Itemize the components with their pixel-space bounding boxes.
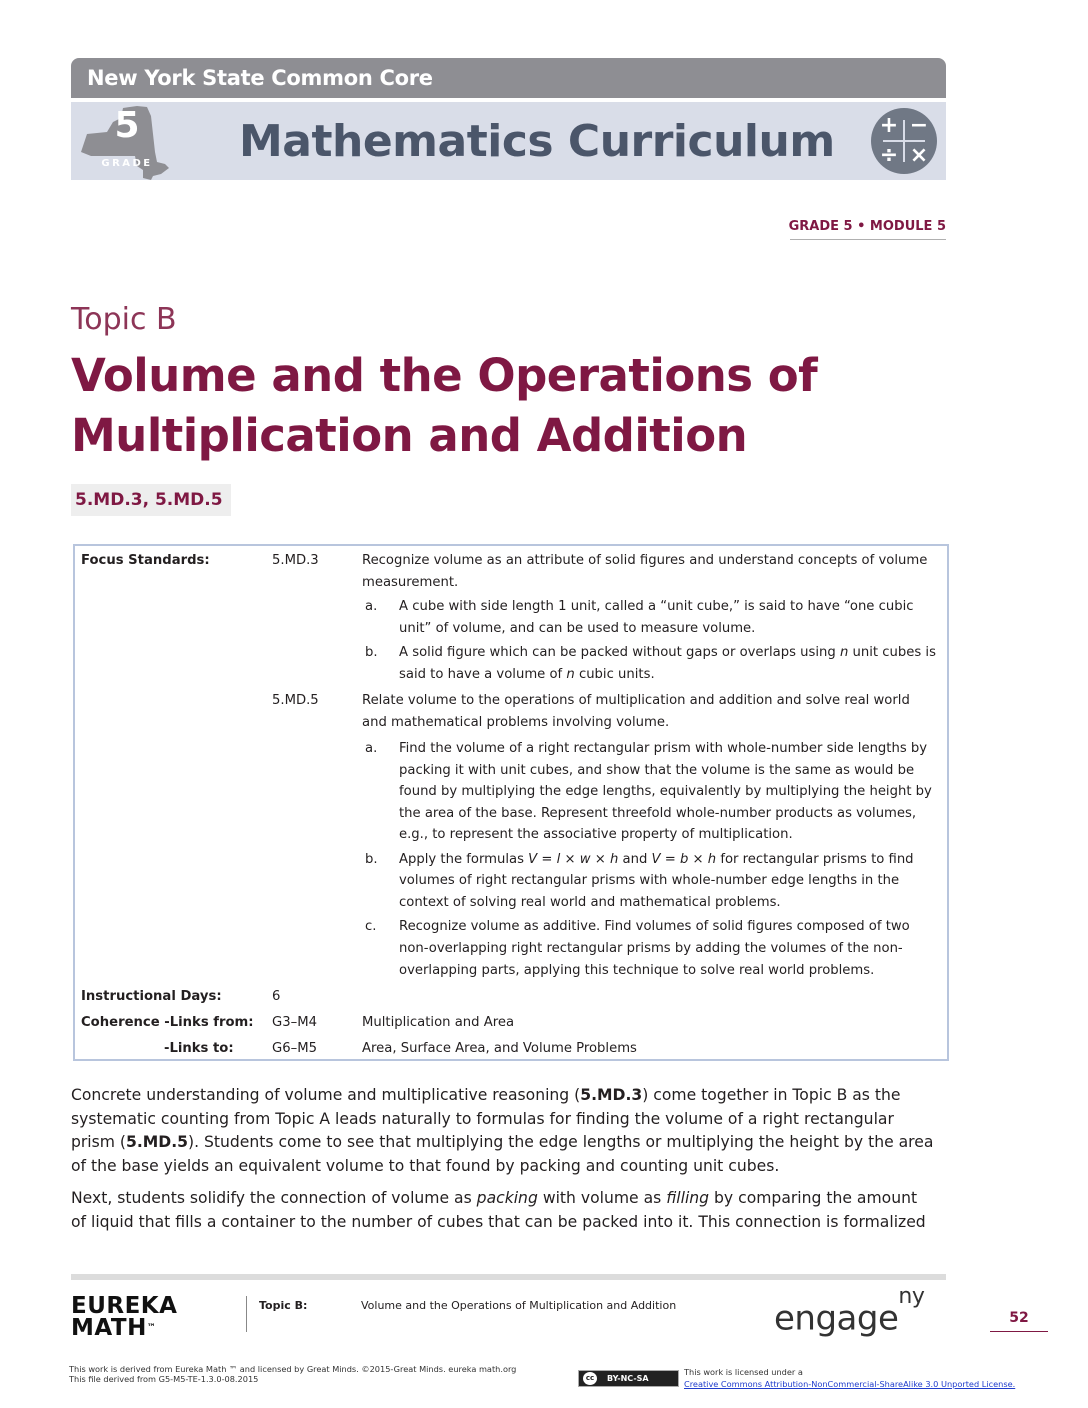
standard-text: and mathematical problems involving volume. xyxy=(362,715,670,730)
paragraph-line: prism (5.MD.5). Students come to see that multiplying the edge lengths or multiplying the height by the area xyxy=(71,1133,934,1151)
grade-number: 5 xyxy=(114,105,140,146)
paragraph-line: of liquid that fills a container to the number of cubes that can be packed into it. This connection is formalized xyxy=(71,1212,926,1231)
minus-icon: − xyxy=(909,113,929,138)
list-item-text: non-overlapping right rectangular prisms by adding the volumes of the non- xyxy=(399,941,903,956)
list-item-text: Apply the formulas V = l × w × h and V = b × h for rectangular prisms to find xyxy=(399,852,914,867)
engageny-logo: engage$^{ny}$ xyxy=(774,1284,925,1339)
list-letter: a. xyxy=(365,599,378,614)
list-item-text: volumes of right rectangular prisms with whole-number edge lengths in the xyxy=(399,873,900,888)
links-to-code: G6–M5 xyxy=(272,1041,317,1056)
standard-text: Recognize volume as an attribute of solid figures and understand concepts of volume xyxy=(362,553,928,568)
topic-title-line-1: Volume and the Operations of xyxy=(71,349,818,402)
page-number: 52 xyxy=(1009,1310,1029,1326)
body-paragraph xyxy=(71,1187,951,1234)
coherence-links-from-label: Coherence -Links from: xyxy=(81,1015,254,1030)
plus-icon: + xyxy=(879,113,899,138)
divide-icon: ÷ xyxy=(879,143,899,168)
paragraph-line: of the base yields an equivalent volume to that found by packing and counting unit cubes. xyxy=(71,1156,780,1175)
times-icon: × xyxy=(909,143,929,168)
list-item-text: unit” of volume, and can be used to measure volume. xyxy=(399,621,756,636)
math-operations-icon xyxy=(871,108,937,174)
standard-text: Relate volume to the operations of multiplication and addition and solve real world xyxy=(362,693,910,708)
instructional-days-label: Instructional Days: xyxy=(81,989,222,1004)
eureka-math-logo: EUREKA MATH™ xyxy=(71,1293,178,1341)
standards-tag: 5.MD.3, 5.MD.5 xyxy=(71,484,231,516)
links-to-label: -Links to: xyxy=(164,1041,234,1056)
topic-label: Topic B xyxy=(71,302,177,337)
list-item-text: overlapping parts, applying this technique to solve real world problems. xyxy=(399,963,875,978)
footer-divider xyxy=(246,1296,247,1332)
instructional-days-value: 6 xyxy=(272,989,281,1004)
standard-code: 5.MD.5 xyxy=(272,693,319,708)
list-letter: b. xyxy=(365,852,378,867)
focus-standards-table xyxy=(73,544,949,1061)
standard-text: measurement. xyxy=(362,575,459,590)
standard-code: 5.MD.3 xyxy=(272,553,319,568)
paragraph-line: Concrete understanding of volume and multiplicative reasoning (5.MD.3) come together in Topic B as the xyxy=(71,1086,901,1104)
license-notice: This work is licensed under a Creative Commons Attribution-NonCommercial-ShareAlike 3.0 Unported License. xyxy=(684,1367,1016,1389)
list-letter: b. xyxy=(365,645,378,660)
list-item-text: said to have a volume of n cubic units. xyxy=(399,667,655,682)
license-link[interactable]: Creative Commons Attribution-NonCommercial-ShareAlike 3.0 Unported License. xyxy=(684,1379,1016,1389)
list-item-text: context of solving real world and mathematical problems. xyxy=(399,895,781,910)
curriculum-title: Mathematics Curriculum xyxy=(239,116,835,167)
list-item-text: e.g., to represent the associative property of multiplication. xyxy=(399,827,793,842)
list-item-text: found by multiplying the edge lengths, equivalently by multiplying the height by xyxy=(399,784,932,799)
body-paragraph xyxy=(71,1084,951,1178)
grade-label: GRADE xyxy=(101,158,153,169)
list-item-text: A solid figure which can be packed without gaps or overlaps using n unit cubes is xyxy=(399,645,936,660)
links-to-text: Area, Surface Area, and Volume Problems xyxy=(362,1041,637,1056)
footer-topic-text: Volume and the Operations of Multiplication and Addition xyxy=(361,1299,677,1312)
paragraph-line: Next, students solidify the connection of volume as packing with volume as filling by comparing the amount xyxy=(71,1189,918,1207)
paragraph-line: systematic counting from Topic A leads naturally to formulas for finding the volume of a right rectangular xyxy=(71,1109,894,1128)
curriculum-banner: New York State Common Core xyxy=(71,58,946,98)
list-item-text: A cube with side length 1 unit, called a “unit cube,” is said to have “one cubic xyxy=(399,599,914,614)
footer-topic-label: Topic B: xyxy=(259,1299,308,1312)
list-letter: a. xyxy=(365,741,378,756)
links-from-text: Multiplication and Area xyxy=(362,1015,515,1030)
topic-title-line-2: Multiplication and Addition xyxy=(71,409,748,462)
list-item-text: the area of the base. Represent threefold whole-number products as volumes, xyxy=(399,806,917,821)
curriculum-header xyxy=(71,102,946,180)
list-item-text: packing it with unit cubes, and show that the volume is the same as would be xyxy=(399,763,915,778)
list-item-text: Find the volume of a right rectangular prism with whole-number side lengths by xyxy=(399,741,928,756)
links-from-code: G3–M4 xyxy=(272,1015,317,1030)
topic-title xyxy=(71,346,971,466)
footer-rule xyxy=(71,1274,946,1280)
creative-commons-badge-icon: cc BY-NC-SA xyxy=(578,1370,679,1387)
grade-module-tag: GRADE 5 • MODULE 5 xyxy=(788,219,946,234)
page-number-rule xyxy=(990,1331,1048,1332)
module-tag-rule xyxy=(790,239,946,240)
focus-standards-label: Focus Standards: xyxy=(81,553,210,568)
legal-notice: This work is derived from Eureka Math ™ and licensed by Great Minds. ©2015-Great Minds. eureka math.org This file derived from G5-M5-TE-1.3.0-08.2015 xyxy=(69,1364,517,1384)
list-letter: c. xyxy=(365,919,377,934)
list-item-text: Recognize volume as additive. Find volumes of solid figures composed of two xyxy=(399,919,910,934)
